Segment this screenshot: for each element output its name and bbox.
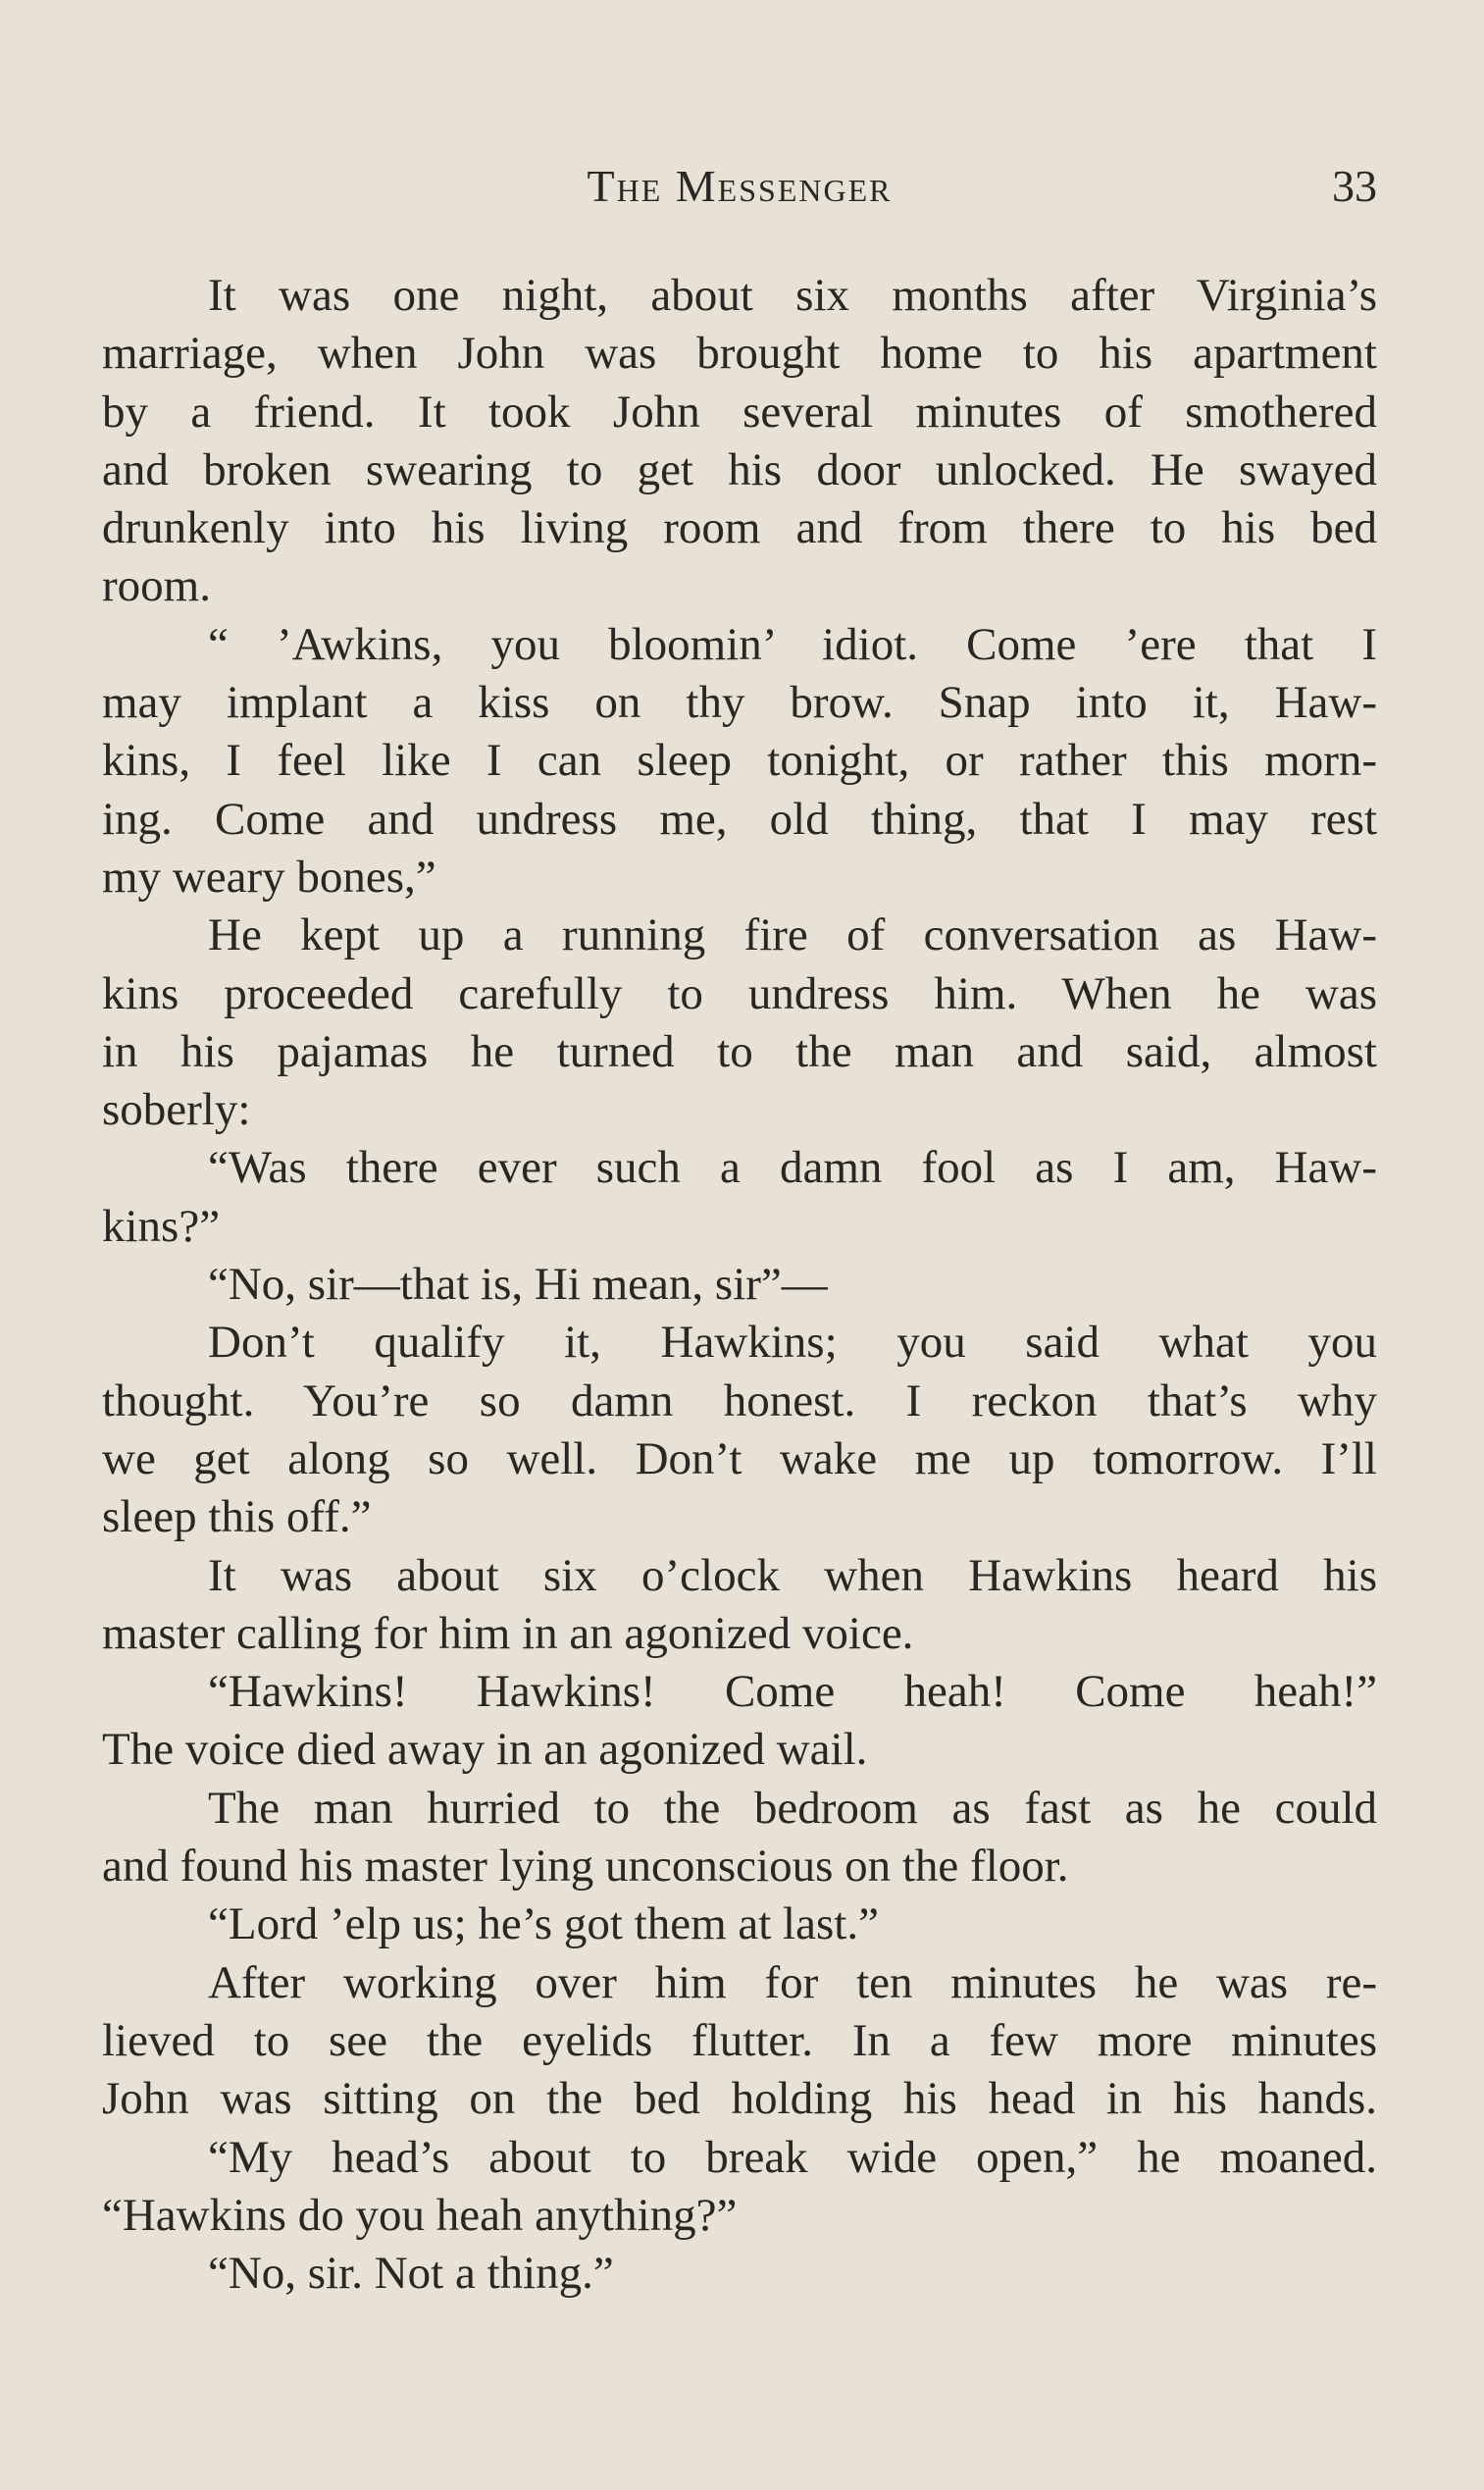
body-text [102, 267, 1377, 2303]
running-head [102, 157, 1377, 216]
text-line: we get along so well. Don’t wake me up tomorrow. I’ll [102, 1432, 1377, 1484]
text-line: my weary bones,” [102, 851, 436, 903]
text-line: thought. You’re so damn honest. I reckon that’s why [102, 1375, 1377, 1427]
text-line: “Hawkins do you heah anything?” [102, 2189, 738, 2241]
text-line: drunkenly into his living room and from there to his bed [102, 502, 1377, 554]
text-line: “Hawkins! Hawkins! Come heah! Come heah!” [208, 1666, 1377, 1718]
text-line: marriage, when John was brought home to his apartment [102, 328, 1377, 380]
text-line: “Was there ever such a damn fool as I am, Haw- [208, 1142, 1377, 1194]
text-line: Don’t qualify it, Hawkins; you said what you [208, 1317, 1377, 1369]
text-line: It was about six o’clock when Hawkins heard his [208, 1549, 1377, 1601]
text-line: He kept up a running fire of conversation as Haw- [208, 909, 1377, 961]
text-line: The man hurried to the bedroom as fast as he could [208, 1782, 1377, 1834]
text-line: “Lord ’elp us; he’s got them at last.” [208, 1898, 879, 1950]
text-line: kins, I feel like I can sleep tonight, or rather this morn- [102, 735, 1377, 787]
text-line: may implant a kiss on thy brow. Snap into it, Haw- [102, 677, 1377, 729]
text-line: It was one night, about six months after Virginia’s [208, 270, 1377, 321]
running-title: The Messenger [587, 161, 893, 211]
text-line: and found his master lying unconscious on the floor. [102, 1841, 1069, 1893]
text-line: “No, sir—that is, Hi mean, sir”— [208, 1259, 828, 1311]
text-line: kins?” [102, 1200, 221, 1252]
text-line: ing. Come and undress me, old thing, that I may rest [102, 793, 1377, 845]
text-line: “My head’s about to break wide open,” he moaned. [208, 2131, 1377, 2183]
text-line: and broken swearing to get his door unlocked. He swayed [102, 443, 1377, 495]
text-line: “ ’Awkins, you bloomin’ idiot. Come ’ere that I [208, 618, 1377, 670]
text-line: The voice died away in an agonized wail. [102, 1724, 868, 1776]
text-line: John was sitting on the bed holding his head in his hands. [102, 2073, 1377, 2125]
text-line: by a friend. It took John several minutes of smothered [102, 386, 1377, 438]
text-line: “No, sir. Not a thing.” [208, 2248, 614, 2300]
text-line: master calling for him in an agonized voice. [102, 1607, 914, 1659]
text-line: lieved to see the eyelids flutter. In a few more minutes [102, 2014, 1377, 2066]
text-line: in his pajamas he turned to the man and said, almost [102, 1025, 1377, 1077]
text-line: soberly: [102, 1084, 251, 1136]
page-number: 33 [1332, 161, 1377, 211]
text-line: After working over him for ten minutes he was re- [208, 1956, 1377, 2008]
text-line: kins proceeded carefully to undress him. When he was [102, 967, 1377, 1019]
text-line: sleep this off.” [102, 1491, 372, 1543]
text-line: room. [102, 560, 211, 612]
